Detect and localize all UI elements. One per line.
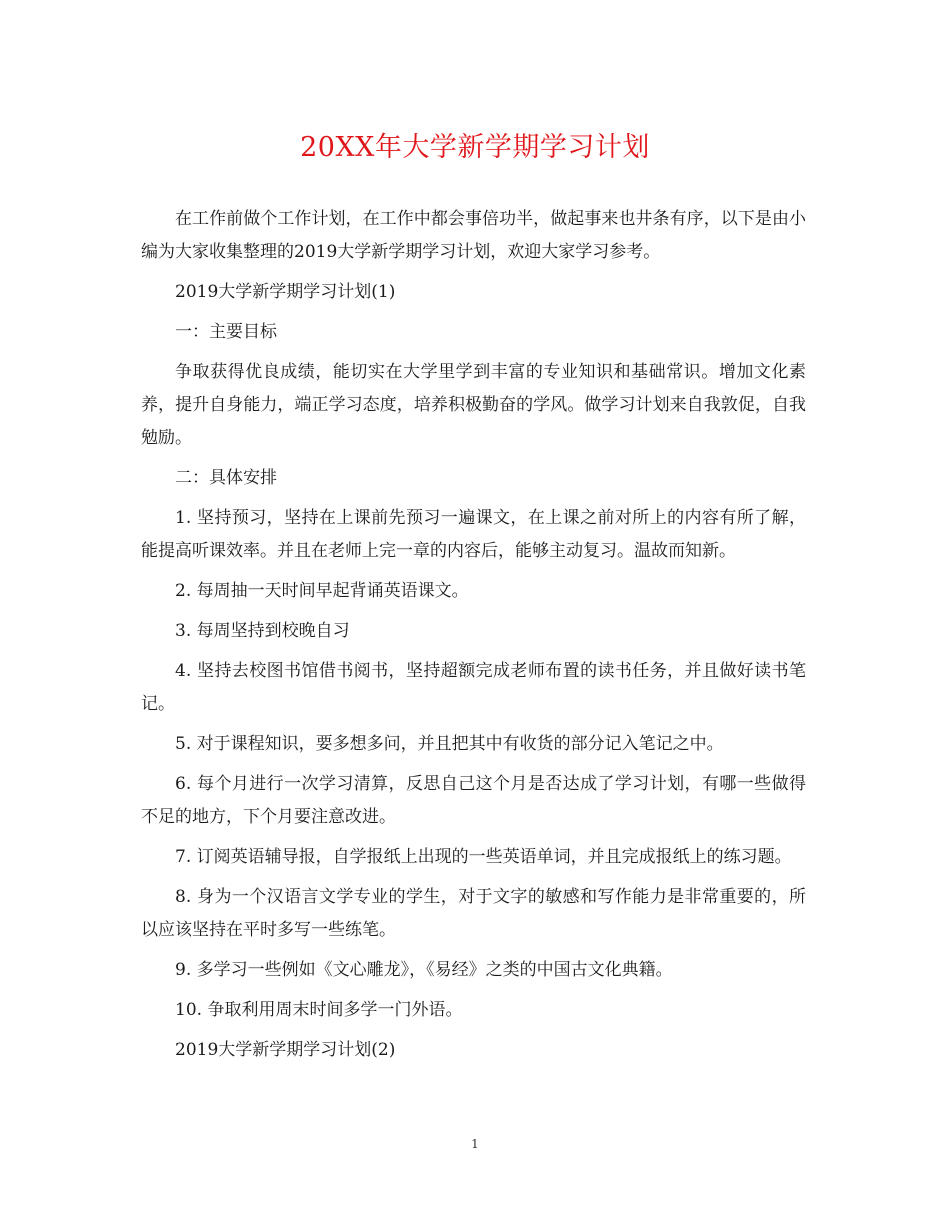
goals-paragraph: 争取获得优良成绩，能切实在大学里学到丰富的专业知识和基础常识。增加文化素养，提升自身能力，端正学习态度，培养积极勤奋的学风。做学习计划来自我敦促，自我勉励。: [141, 362, 806, 448]
document-title: 20XX年大学新学期学习计划: [300, 132, 650, 163]
subheading-main-goals: 一：主要目标: [175, 322, 277, 342]
intro-paragraph: 在工作前做个工作计划，在工作中都会事倍功半，做起事来也井条有序，以下是由小编为大家收集整理的2019大学新学期学习计划，欢迎大家学习参考。: [141, 209, 806, 262]
document-body: [141, 203, 806, 1074]
subheading-arrangements: 二：具体安排: [175, 468, 277, 488]
list-item-8: 8. 身为一个汉语言文学专业的学生，对于文字的敏感和写作能力是非常重要的，所以应该坚持在平时多写一些练笔。: [141, 887, 806, 940]
list-item-3: 3. 每周坚持到校晚自习: [175, 621, 350, 641]
section-heading-plan-1: 2019大学新学期学习计划(1): [175, 282, 396, 302]
list-item-9: 9. 多学习一些例如《文心雕龙》，《易经》之类的中国古文化典籍。: [175, 960, 673, 980]
page-number: 1: [471, 1137, 479, 1151]
list-item-5: 5. 对于课程知识，要多想多问，并且把其中有收货的部分记入笔记之中。: [175, 734, 724, 754]
list-item-10: 10. 争取利用周末时间多学一门外语。: [175, 1000, 463, 1020]
list-item-4: 4. 坚持去校图书馆借书阅书，坚持超额完成老师布置的读书任务，并且做好读书笔记。: [141, 661, 806, 714]
list-item-7: 7. 订阅英语辅导报，自学报纸上出现的一些英语单词，并且完成报纸上的练习题。: [175, 847, 792, 867]
list-item-6: 6. 每个月进行一次学习清算，反思自己这个月是否达成了学习计划，有哪一些做得不足的地方，下个月要注意改进。: [141, 774, 806, 827]
section-heading-plan-2: 2019大学新学期学习计划(2): [175, 1040, 396, 1060]
list-item-1: 1. 坚持预习，坚持在上课前先预习一遍课文，在上课之前对所上的内容有所了解，能提高听课效率。并且在老师上完一章的内容后，能够主动复习。温故而知新。: [141, 508, 806, 561]
list-item-2: 2. 每周抽一天时间早起背诵英语课文。: [175, 581, 469, 601]
